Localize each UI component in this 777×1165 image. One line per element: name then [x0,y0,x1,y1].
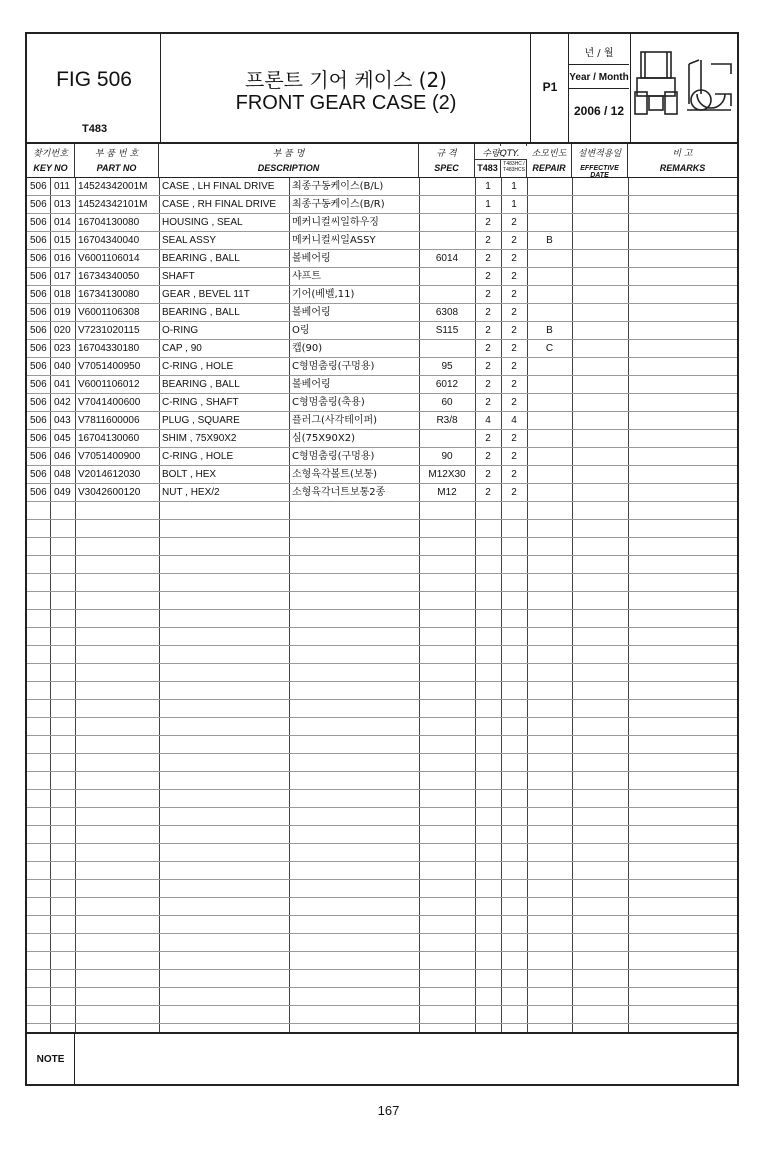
col-spec-ko: 규 격 [436,149,457,159]
page-number: 167 [377,1103,400,1118]
row-fig: 506 [30,469,47,480]
row-key-no: 020 [54,325,71,336]
row-desc-ko: 심(75X90X2) [292,433,355,444]
col-qty-other-label: T483HC / T483HCS [503,161,525,173]
row-desc-ko: 메커니컬씨일ASSY [292,235,376,246]
row-part-no: V7811600006 [78,415,140,426]
row-qty-other: 2 [511,307,517,318]
tractor-loader-icon [631,34,737,142]
row-key-no: 043 [54,415,71,426]
row-qty-other: 2 [511,343,517,354]
row-fig: 506 [30,325,47,336]
row-desc-ko: 볼베어링 [292,253,331,264]
col-eff-ko: 설변적용일 [577,149,622,159]
row-desc-en: C-RING , HOLE [162,451,234,462]
col-key-en: KEY NO [33,163,68,173]
table-row [27,214,737,232]
title-english: FRONT GEAR CASE (2) [235,92,457,114]
year-month-label-en: Year / Month [569,64,629,89]
row-qty-t483: 2 [485,271,491,282]
empty-row [27,916,737,934]
table-row [27,484,737,502]
row-qty-t483: 1 [485,199,491,210]
empty-row [27,718,737,736]
row-desc-en: O-RING [162,325,199,336]
col-qty-t483-label: T483 [477,163,498,173]
row-desc-ko: 메커니컬씨일하우징 [292,217,379,228]
row-key-no: 018 [54,289,71,300]
title-cell [161,34,531,142]
row-desc-ko: O링 [292,325,310,336]
row-part-no: 16734340050 [78,271,140,282]
row-desc-ko: C형멈춤링(구멍용) [292,451,375,462]
row-desc-en: BEARING , BALL [162,307,240,318]
col-part [75,144,159,177]
empty-row [27,754,737,772]
row-fig: 506 [30,451,47,462]
row-part-no: 16704340040 [78,235,140,246]
row-key-no: 023 [54,343,71,354]
col-qty-ko: 수량QTY. [475,146,527,160]
row-desc-en: PLUG , SQUARE [162,415,240,426]
row-part-no: 16734130080 [78,289,140,300]
row-key-no: 045 [54,433,71,444]
col-eff-en: EFFECTIVE DATE [580,165,619,179]
row-fig: 506 [30,181,47,192]
row-desc-en: C-RING , SHAFT [162,397,239,408]
row-spec: 90 [441,451,453,462]
fig-cell [27,34,161,142]
empty-row [27,664,737,682]
row-key-no: 015 [54,235,71,246]
empty-row [27,646,737,664]
row-key-no: 049 [54,487,71,498]
row-qty-other: 1 [511,199,517,210]
row-desc-ko: 기어(베벨,11) [292,289,355,300]
year-month-label-ko: 년 / 월 [584,48,614,59]
empty-row [27,574,737,592]
row-desc-en: HOUSING , SEAL [162,217,243,228]
empty-row [27,610,737,628]
row-part-no: V3042600120 [78,487,141,498]
row-qty-t483: 2 [485,487,491,498]
col-rem-ko: 비 고 [672,149,693,159]
note-section [27,1032,737,1084]
row-qty-other: 2 [511,487,517,498]
table-row [27,358,737,376]
row-fig: 506 [30,253,47,264]
page-cell [531,34,569,142]
row-desc-ko: C형멈춤링(축용) [292,397,365,408]
row-key-no: 041 [54,379,71,390]
row-fig: 506 [30,433,47,444]
row-part-no: 16704330180 [78,343,140,354]
table-row [27,250,737,268]
row-fig: 506 [30,307,47,318]
row-fig: 506 [30,397,47,408]
row-fig: 506 [30,271,47,282]
row-repair: B [546,325,553,336]
empty-row [27,880,737,898]
table-row [27,322,737,340]
row-part-no: 14524342001M [78,181,148,192]
empty-row [27,1006,737,1024]
row-qty-other: 2 [511,325,517,336]
row-qty-other: 2 [511,433,517,444]
empty-row [27,736,737,754]
row-key-no: 013 [54,199,71,210]
page-code: P1 [542,80,558,94]
row-qty-t483: 4 [485,415,491,426]
row-qty-t483: 2 [485,343,491,354]
note-label: NOTE [27,1034,75,1086]
row-key-no: 017 [54,271,71,282]
row-part-no: V6001106308 [78,307,140,318]
row-qty-other: 2 [511,469,517,480]
row-qty-t483: 2 [485,361,491,372]
table-row [27,466,737,484]
row-part-no: V6001106014 [78,253,140,264]
empty-row [27,898,737,916]
row-part-no: V7231020115 [78,325,140,336]
table-row [27,178,737,196]
empty-row [27,520,737,538]
empty-row [27,862,737,880]
table-row [27,196,737,214]
empty-row [27,628,737,646]
row-fig: 506 [30,361,47,372]
row-desc-ko: C형멈춤링(구멍용) [292,361,375,372]
row-desc-en: SHIM , 75X90X2 [162,433,237,444]
model-code: T483 [82,123,108,135]
row-qty-t483: 2 [485,235,491,246]
empty-row [27,700,737,718]
table-row [27,304,737,322]
row-desc-ko: 최종구동케이스(B/L) [292,181,384,192]
row-desc-en: NUT , HEX/2 [162,487,220,498]
row-qty-t483: 2 [485,253,491,264]
row-spec: M12 [437,487,457,498]
year-month-cell [569,34,631,142]
fig-number: FIG 506 [56,68,132,91]
col-remarks [628,144,737,177]
row-desc-ko: 플러그(사각테이퍼) [292,415,378,426]
qty-divider [475,159,527,160]
column-header [27,144,737,178]
col-effective-date [572,144,628,177]
row-fig: 506 [30,379,47,390]
row-qty-t483: 2 [485,469,491,480]
row-qty-t483: 2 [485,433,491,444]
row-desc-en: SEAL ASSY [162,235,217,246]
row-qty-t483: 2 [485,307,491,318]
row-fig: 506 [30,235,47,246]
col-desc-en: DESCRIPTION [257,163,320,173]
row-desc-en: C-RING , HOLE [162,361,234,372]
empty-row [27,556,737,574]
parts-sheet [25,32,739,1086]
table-row [27,430,737,448]
empty-row [27,826,737,844]
row-part-no: 16704130060 [78,433,140,444]
col-desc-ko: 부 품 명 [272,149,305,159]
table-row [27,340,737,358]
row-desc-en: BEARING , BALL [162,253,240,264]
row-qty-other: 2 [511,361,517,372]
sheet-header [27,34,737,144]
col-rem-en: REMARKS [659,163,706,173]
row-qty-other: 2 [511,397,517,408]
empty-row [27,538,737,556]
row-repair: C [545,343,554,354]
col-spec [419,144,475,177]
empty-row [27,682,737,700]
row-desc-ko: 소형육각볼트(보통) [292,469,378,480]
row-key-no: 019 [54,307,71,318]
col-key [27,144,75,177]
empty-row [27,970,737,988]
col-part-en: PART NO [96,163,137,173]
row-part-no: V6001106012 [78,379,140,390]
row-qty-other: 1 [511,181,517,192]
parts-table [27,178,737,1032]
table-row [27,448,737,466]
row-qty-other: 2 [511,235,517,246]
row-key-no: 016 [54,253,71,264]
empty-row [27,844,737,862]
row-part-no: V7051400900 [78,451,141,462]
row-spec: 6012 [435,379,459,390]
row-part-no: 14524342101M [78,199,148,210]
row-desc-ko: 볼베어링 [292,379,331,390]
col-key-ko: 찾기번호 [33,149,68,159]
row-desc-en: GEAR , BEVEL 11T [162,289,250,300]
empty-row [27,790,737,808]
empty-row [27,988,737,1006]
row-spec: 6014 [435,253,459,264]
row-qty-t483: 2 [485,397,491,408]
row-desc-ko: 최종구동케이스(B/R) [292,199,385,210]
year-month-value: 2006 / 12 [573,104,625,118]
row-key-no: 042 [54,397,71,408]
table-row [27,412,737,430]
row-part-no: V7051400950 [78,361,141,372]
row-spec: M12X30 [428,469,466,480]
row-repair: B [546,235,553,246]
empty-row [27,592,737,610]
row-qty-other: 2 [511,451,517,462]
empty-row [27,934,737,952]
col-part-ko: 부 품 번 호 [94,149,139,159]
row-qty-other: 4 [511,415,517,426]
col-description [159,144,419,177]
title-korean: 프론트 기어 케이스 (2) [245,68,447,92]
row-desc-ko: 소형육각너트보통2종 [292,487,386,498]
row-part-no: 16704130080 [78,217,140,228]
row-key-no: 040 [54,361,71,372]
row-qty-other: 2 [511,271,517,282]
table-row [27,376,737,394]
row-desc-en: CAP , 90 [162,343,202,354]
row-qty-t483: 2 [485,289,491,300]
empty-row [27,772,737,790]
table-row [27,232,737,250]
row-key-no: 011 [54,181,70,192]
row-qty-other: 2 [511,217,517,228]
row-desc-ko: 샤프트 [292,271,321,282]
col-repair [527,144,572,177]
row-desc-en: CASE , RH FINAL DRIVE [162,199,277,210]
row-spec: 6308 [435,307,459,318]
table-row [27,286,737,304]
row-key-no: 048 [54,469,71,480]
row-part-no: V2014612030 [78,469,141,480]
row-desc-en: BEARING , BALL [162,379,240,390]
row-qty-other: 2 [511,379,517,390]
row-spec: R3/8 [436,415,458,426]
row-fig: 506 [30,217,47,228]
col-repair-ko: 소모빈도 [531,149,567,159]
empty-row [27,952,737,970]
row-spec: S115 [435,325,459,336]
row-qty-t483: 2 [485,451,491,462]
row-qty-t483: 1 [485,181,491,192]
empty-row [27,808,737,826]
table-row [27,268,737,286]
col-spec-en: SPEC [434,163,459,173]
empty-row [27,502,737,520]
row-fig: 506 [30,343,47,354]
row-desc-en: BOLT , HEX [162,469,217,480]
row-spec: 95 [441,361,453,372]
row-qty-other: 2 [511,289,517,300]
row-part-no: V7041400600 [78,397,141,408]
row-key-no: 014 [54,217,71,228]
row-spec: 60 [441,397,453,408]
row-desc-en: SHAFT [162,271,195,282]
row-fig: 506 [30,487,47,498]
col-repair-en: REPAIR [532,163,566,173]
row-fig: 506 [30,199,47,210]
row-desc-ko: 볼베어링 [292,307,331,318]
row-fig: 506 [30,289,47,300]
row-qty-t483: 2 [485,325,491,336]
row-fig: 506 [30,415,47,426]
row-qty-t483: 2 [485,217,491,228]
row-key-no: 046 [54,451,71,462]
row-qty-other: 2 [511,253,517,264]
table-row [27,394,737,412]
row-desc-ko: 캡(90) [292,343,323,354]
row-desc-en: CASE , LH FINAL DRIVE [162,181,275,192]
row-qty-t483: 2 [485,379,491,390]
